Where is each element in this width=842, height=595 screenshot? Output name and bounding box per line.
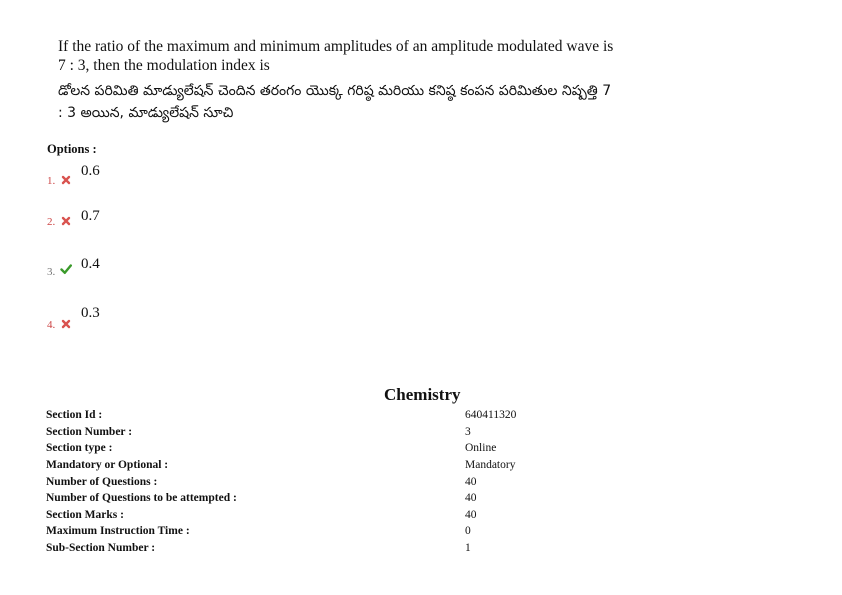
check-icon xyxy=(60,263,72,275)
row-value: Online xyxy=(465,442,497,455)
table-row xyxy=(46,424,546,441)
table-row xyxy=(46,540,546,557)
cross-icon xyxy=(60,318,72,330)
row-label: Section Number : xyxy=(46,425,133,438)
row-value: 40 xyxy=(465,492,477,505)
row-label: Sub-Section Number : xyxy=(46,542,156,555)
table-row xyxy=(46,507,546,524)
row-label: Number of Questions : xyxy=(46,475,158,488)
cross-icon xyxy=(60,215,72,227)
row-label: Section type : xyxy=(46,442,113,455)
option-number: 2. xyxy=(47,216,56,228)
option-text: 0.4 xyxy=(81,256,100,272)
table-row xyxy=(46,407,546,424)
table-row xyxy=(46,523,546,540)
row-value: 40 xyxy=(465,475,477,488)
table-row xyxy=(46,490,546,507)
row-label: Mandatory or Optional : xyxy=(46,459,169,472)
row-value: 0 xyxy=(465,525,471,538)
row-value: 1 xyxy=(465,542,471,555)
option-number: 1. xyxy=(47,175,56,187)
row-value: 40 xyxy=(465,508,477,521)
question-text-english: If the ratio of the maximum and minimum amplitudes of an amplitude modulated wave is 7 : 3, then the modulation index is xyxy=(58,38,614,74)
row-value: 3 xyxy=(465,425,471,438)
option-text: 0.6 xyxy=(81,163,100,179)
row-value: Mandatory xyxy=(465,459,516,472)
section-title: Chemistry xyxy=(384,385,461,404)
option-number: 3. xyxy=(47,266,56,278)
option-text: 0.3 xyxy=(81,305,100,321)
options-label: Options : xyxy=(47,142,97,156)
table-row xyxy=(46,457,546,474)
row-value: 640411320 xyxy=(465,409,517,422)
option-number: 4. xyxy=(47,319,56,331)
row-label: Section Id : xyxy=(46,409,103,422)
section-info-table xyxy=(46,407,546,556)
option-text: 0.7 xyxy=(81,208,100,224)
row-label: Section Marks : xyxy=(46,508,124,521)
table-row xyxy=(46,440,546,457)
question-text-telugu: డోలన పరిమితి మాడ్యులేషన్ చెందిన తరంగం యొక్క గరిష్ఠ మరియు కనిష్ఠ కంపన పరిమితుల నిష్పత్తి 7 : 3 అయిన, మాడ్యులేషన్ సూచి xyxy=(58,83,612,121)
row-label: Maximum Instruction Time : xyxy=(46,525,190,538)
table-row xyxy=(46,473,546,490)
row-label: Number of Questions to be attempted : xyxy=(46,492,237,505)
cross-icon xyxy=(60,174,72,186)
